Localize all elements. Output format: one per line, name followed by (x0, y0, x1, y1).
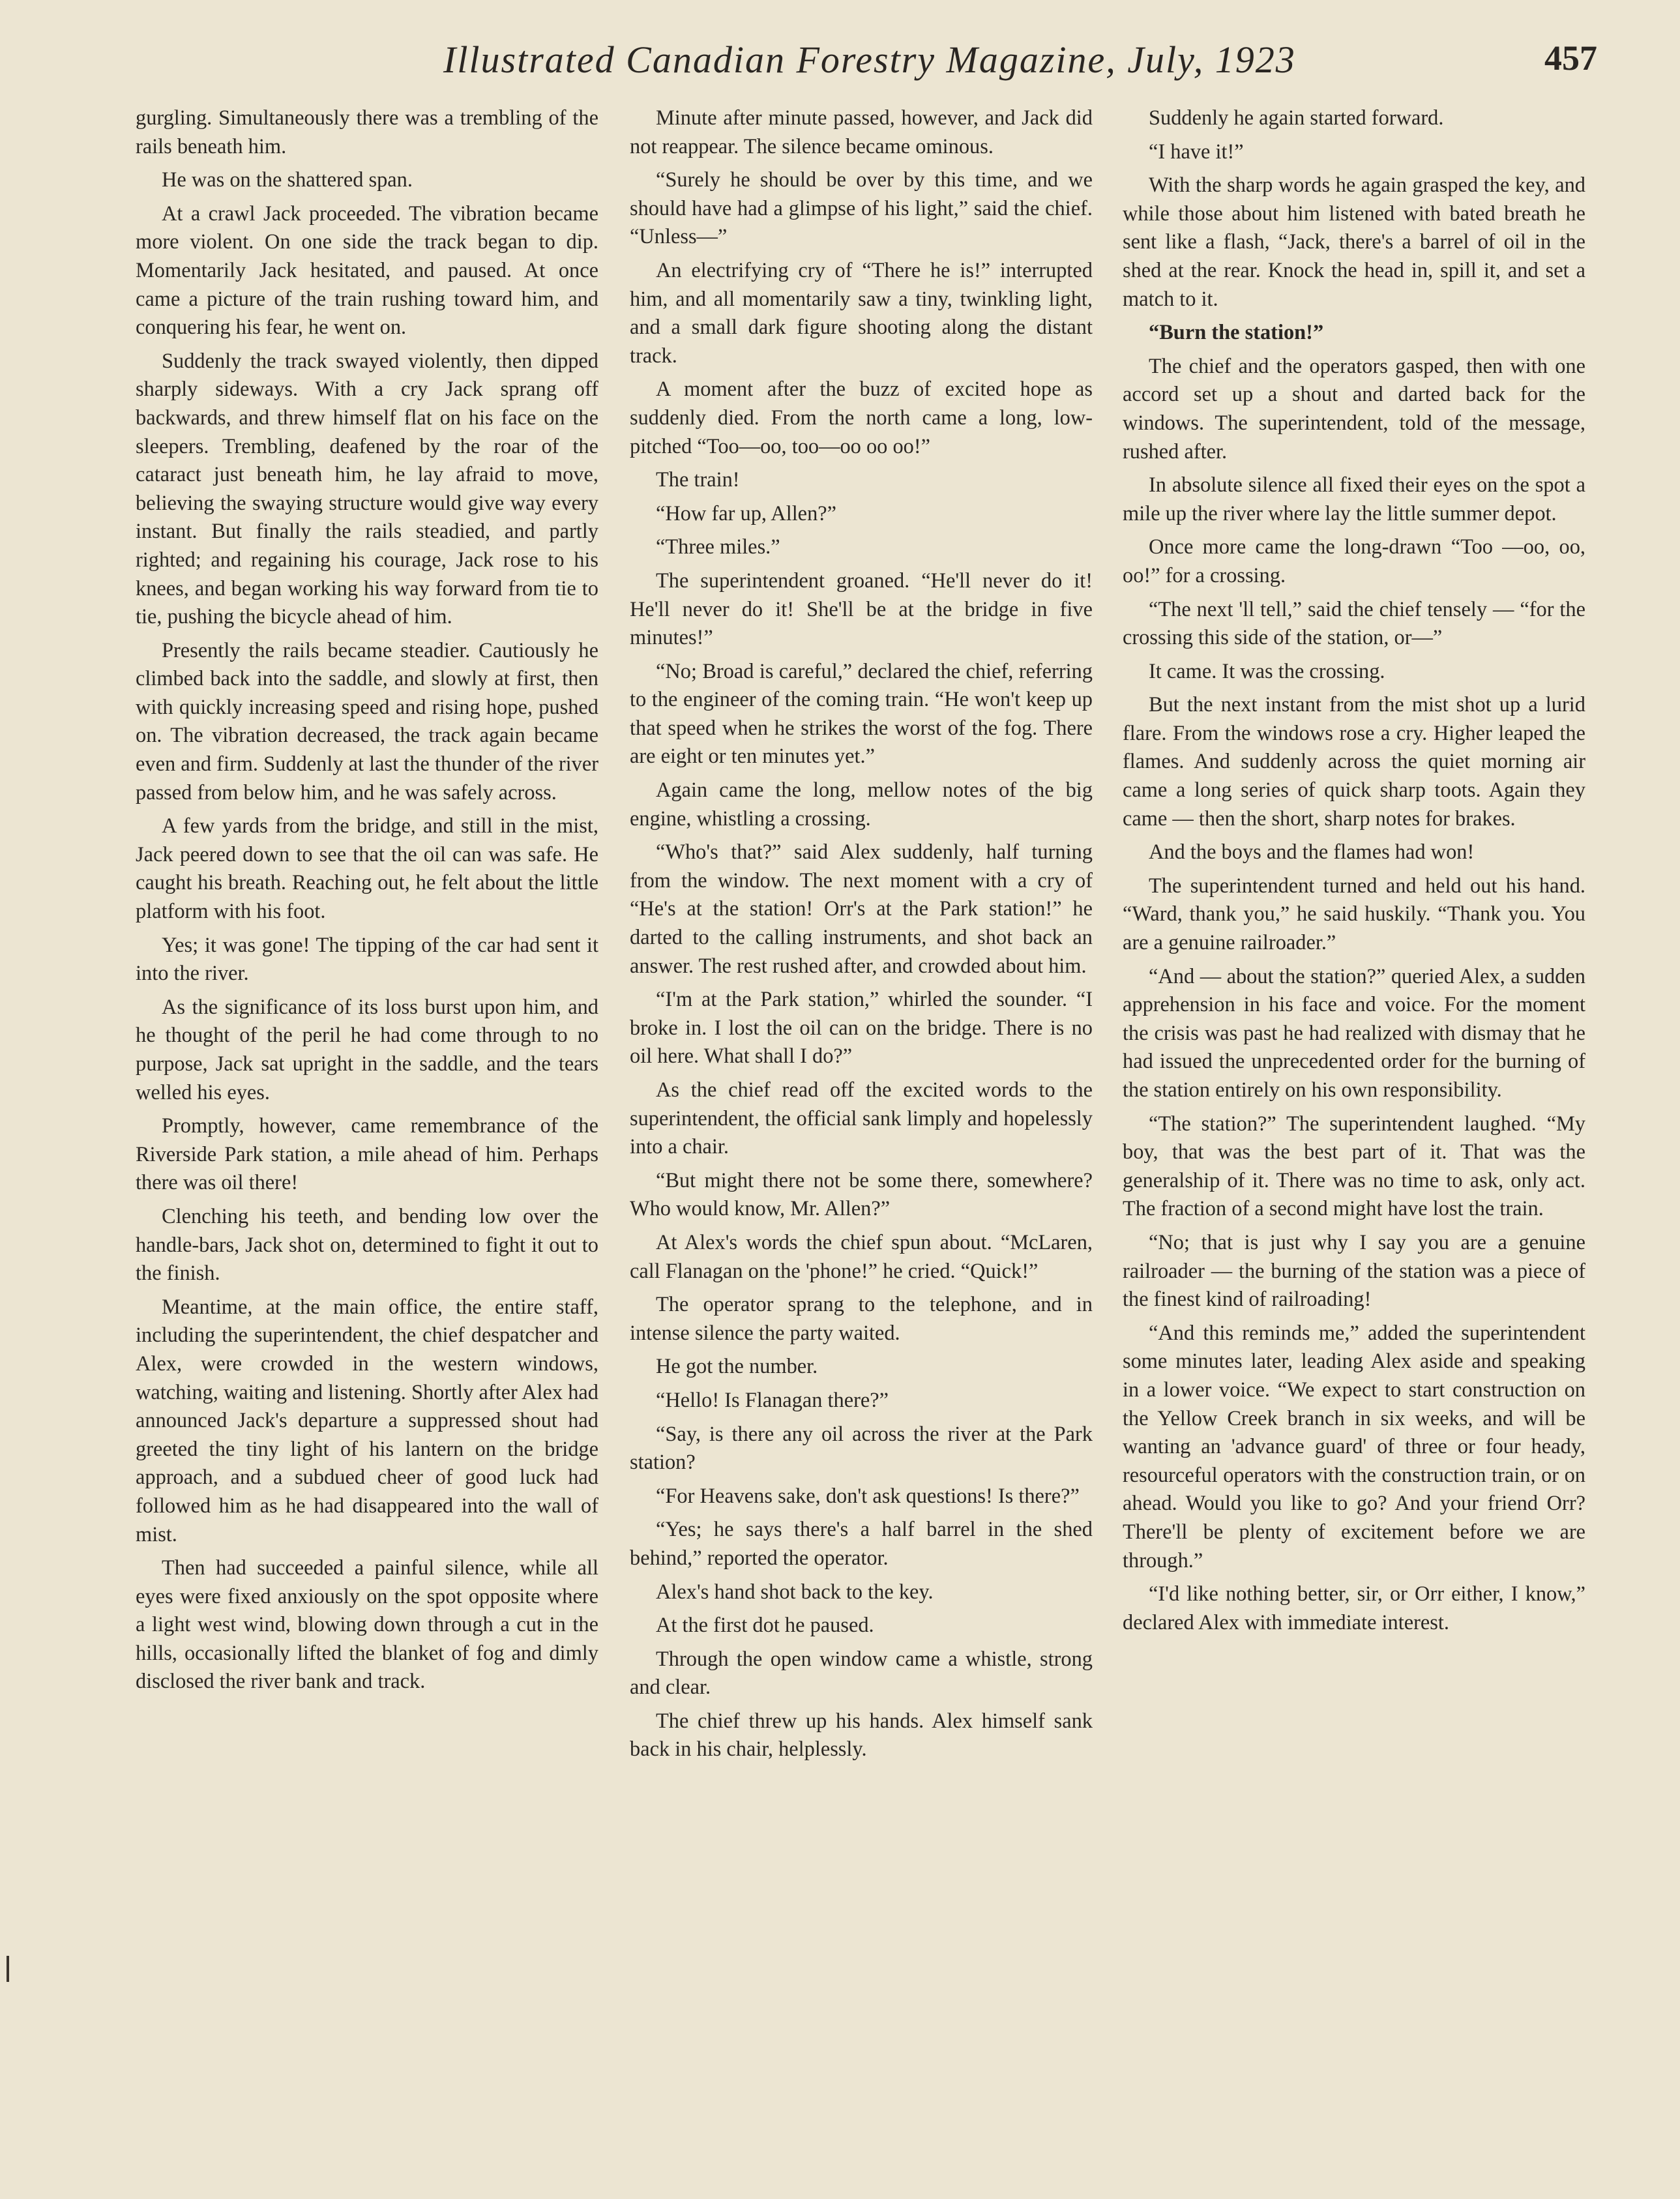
paragraph: He got the number. (656, 1355, 818, 1379)
paragraph: The operator sprang to the telephone, and in intense silence the party waited. (630, 1293, 1093, 1345)
page-header (443, 38, 1597, 90)
paragraph: “I'm at the Park station,” whirled the sounder. “I broke in. I lost the oil can on the bridge. There is no oil here. What shall I do?” (630, 988, 1093, 1069)
paragraph: At Alex's words the chief spun about. “McLaren, call Flanagan on the 'phone!” he cried. “Quick!” (630, 1230, 1093, 1283)
paragraph: Presently the rails became steadier. Cautiously he climbed back into the saddle, and slowly at first, then with quickly increasing speed and rising hope, pushed on. The vibration decreased, the track again became even and firm. Suddenly at last the thunder of the river passed from below him, and he was safely across. (136, 638, 598, 804)
paragraph: A few yards from the bridge, and still in the mist, Jack peered down to see that the oil can was safe. He caught his breath. Reaching out, he felt about the little platform with his foot. (136, 814, 598, 924)
paragraph: And the boys and the flames had won! (1149, 840, 1475, 864)
paragraph: The train! (656, 468, 740, 492)
paragraph: The chief threw up his hands. Alex himself sank back in his chair, helplessly. (630, 1709, 1093, 1762)
paragraph: As the chief read off the excited words to the superintendent, the official sank limply and hopelessly into a chair. (630, 1078, 1093, 1159)
paragraph: “For Heavens sake, don't ask questions! Is there?” (656, 1484, 1080, 1508)
page-number: 457 (1544, 38, 1597, 78)
paragraph: “I'd like nothing better, sir, or Orr either, I know,” declared Alex with immediate interest. (1123, 1582, 1585, 1634)
paragraph: “And this reminds me,” added the superintendent some minutes later, leading Alex aside and speaking in a lower voice. “We expect to start construction on the Yellow Creek branch in six weeks, and will be wanting an 'advance guard' of three or four heady, resourceful operators with the construction train, or on ahead. Would you like to go? And your friend Orr? There'll be plenty of excitement before we are through.” (1123, 1321, 1585, 1572)
paragraph: Then had succeeded a painful silence, while all eyes were fixed anxiously on the spot opposite where a light west wind, blowing down through a cut in the hills, occasionally lifted the blanket of fog and dimly disclosed the river bank and track. (136, 1556, 598, 1694)
paragraph: Clenching his teeth, and bending low over the handle-bars, Jack shot on, determined to fight it out to the finish. (136, 1204, 598, 1286)
paragraph: Yes; it was gone! The tipping of the car had sent it into the river. (136, 933, 598, 986)
paragraph: “No; Broad is careful,” declared the chief, referring to the engineer of the coming train. “He won't keep up that speed when he strikes the worst of the fog. There are eight or ten minutes yet.” (630, 659, 1093, 769)
paragraph: Minute after minute passed, however, and Jack did not reappear. The silence became ominous. (630, 106, 1093, 158)
paragraph: In absolute silence all fixed their eyes on the spot a mile up the river where lay the little summer depot. (1123, 473, 1585, 525)
text-column-2 (630, 104, 1093, 2086)
paragraph: “But might there not be some there, somewhere? Who would know, Mr. Allen?” (630, 1168, 1093, 1221)
paragraph: The chief and the operators gasped, then with one accord set up a shout and darted back for the windows. The superintendent, told of the message, rushed after. (1123, 354, 1585, 464)
paragraph: The superintendent groaned. “He'll never do it! He'll never do it! She'll be at the bridge in five minutes!” (630, 568, 1093, 650)
paragraph: “I have it!” (1149, 140, 1244, 164)
paragraph: “The next 'll tell,” said the chief tensely — “for the crossing this side of the station, or—” (1123, 597, 1585, 650)
paragraph: “Say, is there any oil across the river at the Park station? (630, 1422, 1093, 1475)
running-title: Illustrated Canadian Forestry Magazine, July, 1923 (443, 38, 1296, 81)
paragraph: A moment after the buzz of excited hope as suddenly died. From the north came a long, low-pitched “Too—oo, too—oo oo oo!” (630, 377, 1093, 458)
paragraph: “The station?” The superintendent laughed. “My boy, that was the best part of it. That was the generalship of it. There was no time to ask, only act. The fraction of a second might have lost the train. (1123, 1112, 1585, 1221)
paragraph: “Who's that?” said Alex suddenly, half turning from the window. The next moment with a cry of “He's at the station! Orr's at the Park station!” he darted to the calling instruments, and shot back an answer. The rest rushed after, and crowded about him. (630, 840, 1093, 978)
paragraph: Alex's hand shot back to the key. (656, 1580, 934, 1604)
paragraph: The superintendent turned and held out his hand. “Ward, thank you,” he said huskily. “Thank you. You are a genuine railroader.” (1123, 874, 1585, 955)
paragraph: At a crawl Jack proceeded. The vibration became more violent. On one side the track began to dip. Momentarily Jack hesitated, and paused. At once came a picture of the train rushing toward him, and conquering his fear, he went on. (136, 201, 598, 340)
paragraph: But the next instant from the mist shot up a lurid flare. From the windows rose a cry. Higher leaped the flames. And suddenly across the quiet morning air came a long series of quick sharp toots. Again they came — then the short, sharp notes for brakes. (1123, 693, 1585, 831)
paragraph: Once more came the long-drawn “Too —oo, oo, oo!” for a crossing. (1123, 535, 1585, 587)
paragraph: “How far up, Allen?” (656, 501, 837, 525)
paragraph: gurgling. Simultaneously there was a trembling of the rails beneath him. (136, 106, 598, 158)
paragraph: Again came the long, mellow notes of the big engine, whistling a crossing. (630, 778, 1093, 831)
paragraph: Through the open window came a whistle, strong and clear. (630, 1647, 1093, 1700)
paragraph: As the significance of its loss burst upon him, and he thought of the peril he had come through to no purpose, Jack sat upright in the saddle, and the tears welled his eyes. (136, 995, 598, 1104)
paragraph: “Burn the station!” (1149, 321, 1324, 345)
paragraph: He was on the shattered span. (162, 168, 413, 192)
paragraph: Meantime, at the main office, the entire staff, including the superintendent, the chief despatcher and Alex, were crowded in the western windows, watching, waiting and listening. Shortly after Alex had announced Jack's departure a suppressed shout had greeted the tiny light of his lantern on the bridge approach, and a subdued cheer of good luck had followed him as he had disappeared into the wall of mist. (136, 1295, 598, 1546)
paragraph: Promptly, however, came remembrance of the Riverside Park station, a mile ahead of him. Perhaps there was oil there! (136, 1114, 598, 1195)
paragraph: “Hello! Is Flanagan there?” (656, 1388, 889, 1412)
paragraph: “Yes; he says there's a half barrel in the shed behind,” reported the operator. (630, 1518, 1093, 1570)
paragraph: “Three miles.” (656, 535, 780, 559)
paragraph: With the sharp words he again grasped the key, and while those about him listened with bated breath he sent like a flash, “Jack, there's a barrel of oil in the shed at the rear. Knock the head in, spill it, and set a match to it. (1123, 173, 1585, 311)
text-column-3 (1123, 104, 1585, 2086)
binding-edge-mark (7, 1956, 9, 1982)
paragraph: Suddenly he again started forward. (1149, 106, 1444, 130)
paragraph: It came. It was the crossing. (1149, 659, 1385, 683)
paragraph: At the first dot he paused. (656, 1614, 874, 1638)
paragraph: Suddenly the track swayed violently, then dipped sharply sideways. With a cry Jack sprang off backwards, and threw himself flat on his face on the sleepers. Trembling, deafened by the roar of the cataract just beneath him, he lay afraid to move, believing the swaying structure would give way every instant. But finally the rails steadied, and partly righted; and regaining his courage, Jack rose to his knees, and began working his way forward from tie to tie, pushing the bicycle ahead of him. (136, 349, 598, 629)
paragraph: An electrifying cry of “There he is!” interrupted him, and all momentarily saw a tiny, twinkling light, and a small dark figure shooting along the distant track. (630, 258, 1093, 368)
text-column-1 (136, 104, 598, 2086)
paragraph: “Surely he should be over by this time, and we should have had a glimpse of his light,” said the chief. “Unless—” (630, 168, 1093, 249)
paragraph: “And — about the station?” queried Alex, a sudden apprehension in his face and voice. For the moment the crisis was past he had realized with dismay that he had issued the unprecedented order for the burning of the station entirely on his own responsibility. (1123, 964, 1585, 1102)
paragraph: “No; that is just why I say you are a genuine railroader — the burning of the station was a piece of the finest kind of railroading! (1123, 1230, 1585, 1312)
